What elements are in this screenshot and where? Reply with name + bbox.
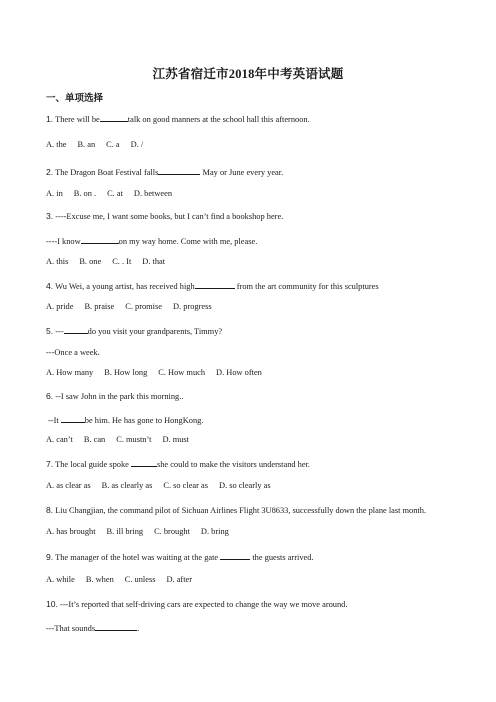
- question-2-stem: [46, 166, 283, 178]
- option-c: C. . It: [112, 257, 132, 266]
- answer-blank: [220, 551, 250, 560]
- option-a: A. in: [46, 189, 63, 198]
- stem-text: talk on good manners at the school hall this afternoon.: [127, 115, 310, 124]
- question-number: 8.: [46, 505, 54, 515]
- option-d: D. /: [130, 140, 144, 149]
- option-c: C. How much: [158, 368, 206, 377]
- option-a: A. How many: [46, 368, 94, 377]
- question-5-stem: [46, 325, 222, 337]
- question-number: 7.: [46, 459, 54, 469]
- answer-blank: [100, 113, 128, 122]
- stem-text: Liu Changjian, the command pilot of Sichuan Airlines Flight 3U8633, successfully down the plane last month.: [55, 506, 427, 515]
- option-d: D. that: [142, 257, 166, 266]
- question-number: 9.: [46, 552, 54, 562]
- option-b: B. How long: [104, 368, 148, 377]
- question-number: 1.: [46, 114, 54, 124]
- option-d: D. after: [166, 575, 193, 584]
- question-3-reply: [46, 235, 257, 247]
- option-d: D. so clearly as: [219, 481, 271, 490]
- option-d: D. must: [162, 435, 189, 444]
- question-7-stem: [46, 458, 310, 470]
- option-b: B. on .: [73, 189, 97, 198]
- question-7-options: [46, 481, 282, 491]
- option-a: A. this: [46, 257, 69, 266]
- option-b: B. an: [77, 140, 96, 149]
- option-c: C. mustn’t: [116, 435, 152, 444]
- stem-text: There will be: [55, 115, 100, 124]
- stem-text: do you visit your grandparents, Timmy?: [87, 327, 223, 336]
- option-c: C. unless: [124, 575, 156, 584]
- document-title: 江苏省宿迁市2018年中考英语试题: [152, 67, 344, 81]
- option-a: A. while: [46, 575, 75, 584]
- option-c: C. so clear as: [163, 481, 209, 490]
- option-c: C. a: [106, 140, 120, 149]
- answer-blank: [158, 166, 200, 175]
- option-b: B. ill bring: [106, 527, 144, 536]
- question-1-stem: [46, 113, 310, 125]
- question-3-stem: [46, 211, 283, 222]
- answer-blank: [81, 235, 119, 244]
- question-4-options: [46, 302, 223, 312]
- option-d: D. between: [133, 189, 173, 198]
- answer-blank: [61, 414, 85, 423]
- question-number: 6.: [46, 391, 54, 401]
- question-8-stem: [46, 505, 426, 516]
- section-heading: 一、单项选择: [46, 94, 104, 104]
- question-8-options: [46, 527, 240, 537]
- question-6-reply: [48, 414, 203, 426]
- stem-text: ----Excuse me, I want some books, but I can’t find a bookshop here.: [55, 212, 284, 221]
- answer-blank: [131, 458, 157, 467]
- stem-text: ---Once a week.: [46, 348, 100, 357]
- option-b: B. praise: [84, 302, 115, 311]
- stem-text: --I saw John in the park this morning..: [55, 392, 184, 401]
- question-6-stem: [46, 391, 183, 402]
- stem-text: from the art community for this sculptures: [234, 282, 379, 291]
- option-b: B. as clearly as: [101, 481, 153, 490]
- stem-text: The manager of the hotel was waiting at the gate: [55, 553, 221, 562]
- option-b: B. one: [79, 257, 102, 266]
- option-b: B. can: [83, 435, 106, 444]
- stem-text: The Dragon Boat Festival falls: [55, 168, 159, 177]
- question-6-options: [46, 435, 200, 445]
- option-a: A. can’t: [46, 435, 73, 444]
- question-9-options: [46, 575, 203, 585]
- stem-text: .: [137, 624, 140, 633]
- question-3-options: [46, 257, 176, 267]
- option-a: A. as clear as: [46, 481, 91, 490]
- question-number: 2.: [46, 167, 54, 177]
- option-d: D. bring: [200, 527, 229, 536]
- answer-blank: [195, 280, 235, 289]
- stem-text: she could to make the visitors understand her.: [156, 460, 310, 469]
- stem-text: be him. He has gone to HongKong.: [84, 416, 204, 425]
- option-b: B. when: [85, 575, 114, 584]
- stem-text: --It: [48, 416, 61, 425]
- stem-text: The local guide spoke: [55, 460, 131, 469]
- question-number: 3.: [46, 211, 54, 221]
- option-d: D. How often: [216, 368, 262, 377]
- option-a: A. the: [46, 140, 67, 149]
- question-5-reply: [46, 348, 100, 358]
- question-number: 5.: [46, 326, 54, 336]
- stem-text: ---: [55, 327, 64, 336]
- question-1-options: [46, 140, 154, 150]
- answer-blank: [95, 622, 140, 633]
- option-c: C. brought: [154, 527, 190, 536]
- stem-text: the guests arrived.: [250, 553, 314, 562]
- question-number: 10.: [46, 599, 58, 609]
- question-number: 4.: [46, 281, 54, 291]
- option-c: C. promise: [125, 302, 162, 311]
- stem-text: on my way home. Come with me, please.: [118, 237, 258, 246]
- option-a: A. has brought: [46, 527, 96, 536]
- option-d: D. progress: [173, 302, 212, 311]
- stem-text: ---It’s reported that self-driving cars are expected to change the way we move around.: [60, 600, 348, 609]
- question-10-stem: [46, 599, 347, 610]
- question-5-options: [46, 368, 273, 378]
- stem-text: ----I know: [46, 237, 81, 246]
- answer-blank: [64, 325, 88, 334]
- question-2-options: [46, 189, 183, 199]
- stem-text: Wu Wei, a young artist, has received high: [55, 282, 195, 291]
- question-9-stem: [46, 551, 314, 563]
- stem-text: May or June every year.: [200, 168, 284, 177]
- question-4-stem: [46, 280, 379, 292]
- option-a: A. pride: [46, 302, 74, 311]
- question-10-reply: [46, 622, 139, 634]
- option-c: C. at: [107, 189, 123, 198]
- stem-text: ---That sounds: [46, 624, 96, 633]
